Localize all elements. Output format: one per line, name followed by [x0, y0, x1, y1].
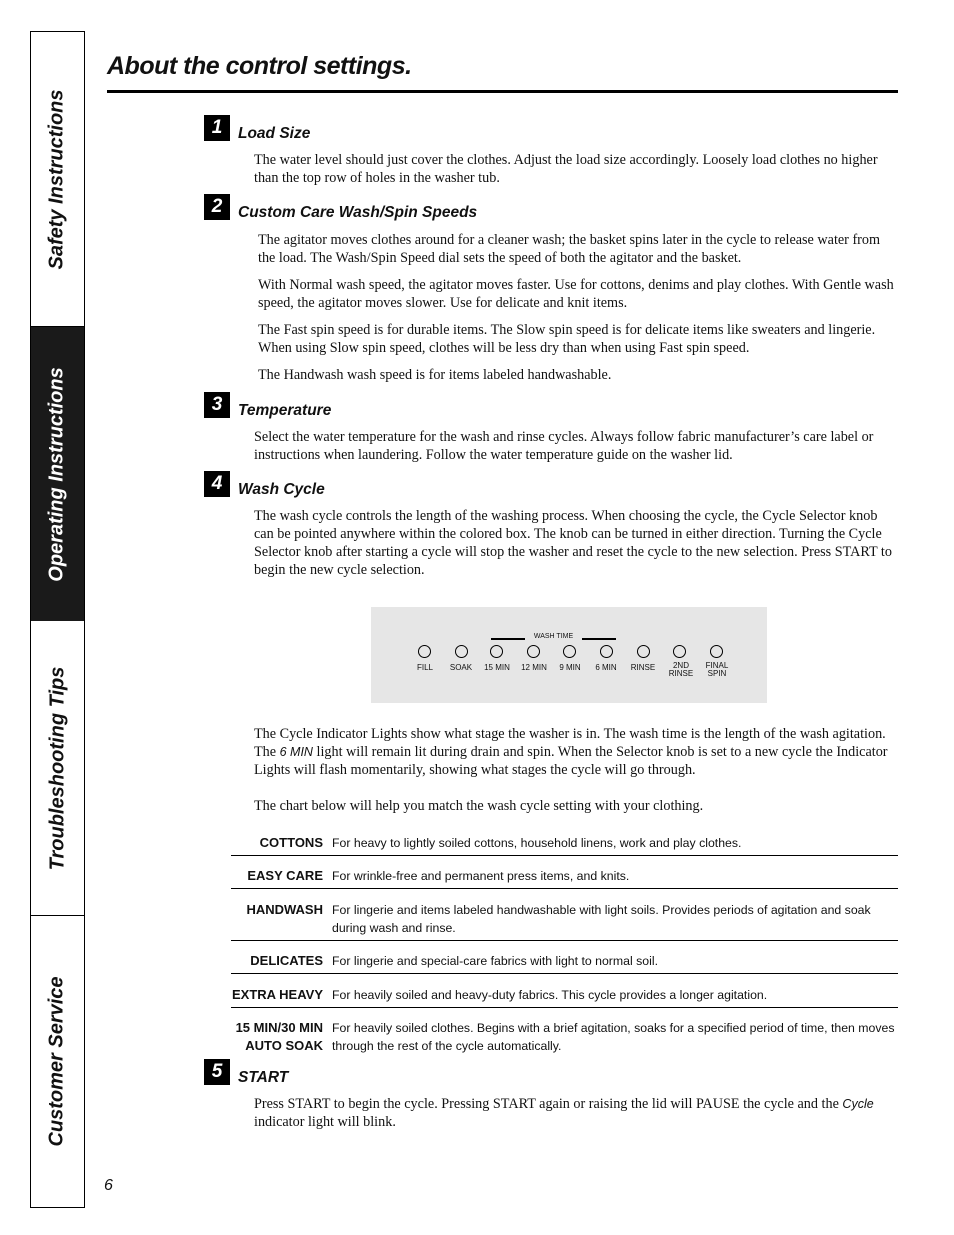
- tab-customer-service[interactable]: [31, 916, 84, 1207]
- indicator-label: 12 MIN: [521, 663, 547, 672]
- section-heading-wash-cycle: Wash Cycle: [238, 481, 325, 498]
- chart-row-cottons: [231, 833, 898, 856]
- indicator-light-12-min: [527, 645, 540, 658]
- cycle-description: For wrinkle-free and permanent press items, and knits.: [332, 869, 630, 883]
- wash-time-label: WASH TIME: [533, 633, 574, 640]
- section-heading-start: START: [238, 1069, 289, 1086]
- tab-troubleshooting-tips[interactable]: [31, 621, 84, 916]
- cycle-name: DELICATES: [250, 953, 323, 968]
- section-paragraph: Press START to begin the cycle. Pressing START again or raising the lid will PAUSE the cycle and the Cycle indicator light will blink.: [254, 1096, 874, 1130]
- tab-label: Safety Instructions: [46, 88, 69, 270]
- section-paragraph: Select the water temperature for the wash and rinse cycles. Always follow fabric manufacturer’s care label or instructions when laundering. Follow the water temperature guide on the washer lid.: [254, 429, 874, 463]
- section-number-badge: 1: [204, 115, 230, 141]
- cycle-description: For heavily soiled and heavy-duty fabrics. This cycle provides a longer agitation.: [332, 988, 768, 1002]
- chart-row-auto-soak: [231, 1008, 898, 1058]
- wash-time-rule: [582, 638, 616, 640]
- section-paragraph: With Normal wash speed, the agitator moves faster. Use for cottons, denims and play clothes. With Gentle wash speed, the agitator moves slower. Use for delicate and knit items.: [258, 277, 894, 311]
- cycle-description: For heavily soiled clothes. Begins with a brief agitation, soaks for a specified period of time, then moves through the rest of the cycle automatically.: [332, 1021, 895, 1053]
- indicator-label: FINAL SPIN: [705, 661, 729, 678]
- indicator-light-rinse: [637, 645, 650, 658]
- section-paragraph: The water level should just cover the clothes. Adjust the load size accordingly. Loosely load clothes no higher than the top row of holes in the washer tub.: [254, 152, 878, 186]
- cycle-name: HANDWASH: [246, 902, 323, 917]
- tab-label: Customer Service: [46, 976, 69, 1147]
- section-heading-load-size: Load Size: [238, 125, 311, 142]
- section-paragraph: The Fast spin speed is for durable items. The Slow spin speed is for delicate items like sweaters and lingerie. When using Slow spin speed, clothes will be less dry than when using Fast spin speed.: [258, 322, 876, 356]
- indicator-light-soak: [455, 645, 468, 658]
- cycle-description: For lingerie and special-care fabrics with light to normal soil.: [332, 954, 659, 968]
- indicator-label: 6 MIN: [595, 663, 617, 672]
- section-heading-wash-spin-speeds: Custom Care Wash/Spin Speeds: [238, 204, 478, 221]
- section-heading-temperature: Temperature: [238, 402, 332, 419]
- indicator-label: 9 MIN: [559, 663, 581, 672]
- indicator-light-9-min: [563, 645, 576, 658]
- section-paragraph: The wash cycle controls the length of the washing process. When choosing the cycle, the Cycle Selector knob can be pointed anywhere within the colored box. The knob can be turned in either direction. Turning the Cycle Selector knob after starting a cycle will stop the washer and reset the cycle to the new selection. Press START to begin the new cycle selection.: [254, 508, 892, 578]
- indicator-light-2nd-rinse: [673, 645, 686, 658]
- cycle-name: COTTONS: [259, 835, 323, 850]
- indicator-label: SOAK: [449, 663, 473, 672]
- chart-row-easy-care: [231, 856, 898, 889]
- cycle-name: 15 MIN/30 MIN AUTO SOAK: [235, 1020, 323, 1053]
- wash-cycle-chart: [231, 833, 898, 1058]
- section-number-badge: 4: [204, 471, 230, 497]
- tab-safety-instructions[interactable]: [31, 32, 84, 327]
- indicator-light-fill: [418, 645, 431, 658]
- chart-row-handwash: [231, 889, 898, 941]
- section-number-badge: 3: [204, 392, 230, 418]
- indicator-label: RINSE: [630, 663, 656, 672]
- cycle-name: EASY CARE: [247, 868, 323, 883]
- chart-row-delicates: [231, 941, 898, 974]
- side-navigation-tabs: [30, 31, 85, 1208]
- indicator-label: 2ND RINSE: [668, 661, 694, 678]
- indicator-light-6-min: [600, 645, 613, 658]
- cycle-description: For heavy to lightly soiled cottons, household linens, work and play clothes.: [332, 836, 742, 850]
- page-number: 6: [104, 1177, 113, 1194]
- cycle-indicator-paragraph: The Cycle Indicator Lights show what stage the washer is in. The wash time is the length of the wash agitation. The 6 MIN light will remain lit during drain and spin. When the Selector knob is set to a new cycle the Indicator Lights will flash momentarily, showing what stages the cycle will go through.: [254, 726, 888, 778]
- cycle-description: For lingerie and items labeled handwashable with light soils. Provides periods of agitation and soak during wash and rinse.: [332, 903, 871, 935]
- section-number-badge: 5: [204, 1059, 230, 1085]
- tab-label: Operating Instructions: [46, 366, 68, 582]
- section-number-badge: 2: [204, 194, 230, 220]
- title-divider: [107, 90, 898, 93]
- chart-intro-paragraph: The chart below will help you match the wash cycle setting with your clothing.: [254, 798, 704, 814]
- tab-operating-instructions[interactable]: [31, 327, 84, 621]
- indicator-label: 15 MIN: [484, 663, 510, 672]
- cycle-name: EXTRA HEAVY: [231, 987, 323, 1002]
- wash-time-bracket: [491, 634, 616, 644]
- section-paragraph: The Handwash wash speed is for items labeled handwashable.: [258, 367, 612, 383]
- indicator-label: FILL: [416, 663, 433, 672]
- indicator-light-15-min: [490, 645, 503, 658]
- wash-time-rule: [491, 638, 525, 640]
- chart-row-extra-heavy: [231, 974, 898, 1008]
- section-paragraph: The agitator moves clothes around for a cleaner wash; the basket spins later in the cycle to release water from the load. The Wash/Spin Speed dial sets the speed of both the agitator and the basket.: [258, 232, 881, 266]
- tab-label: Troubleshooting Tips: [46, 666, 69, 870]
- cycle-indicator-panel: [371, 607, 767, 703]
- page-title: About the control settings.: [107, 52, 412, 80]
- indicator-light-final-spin: [710, 645, 723, 658]
